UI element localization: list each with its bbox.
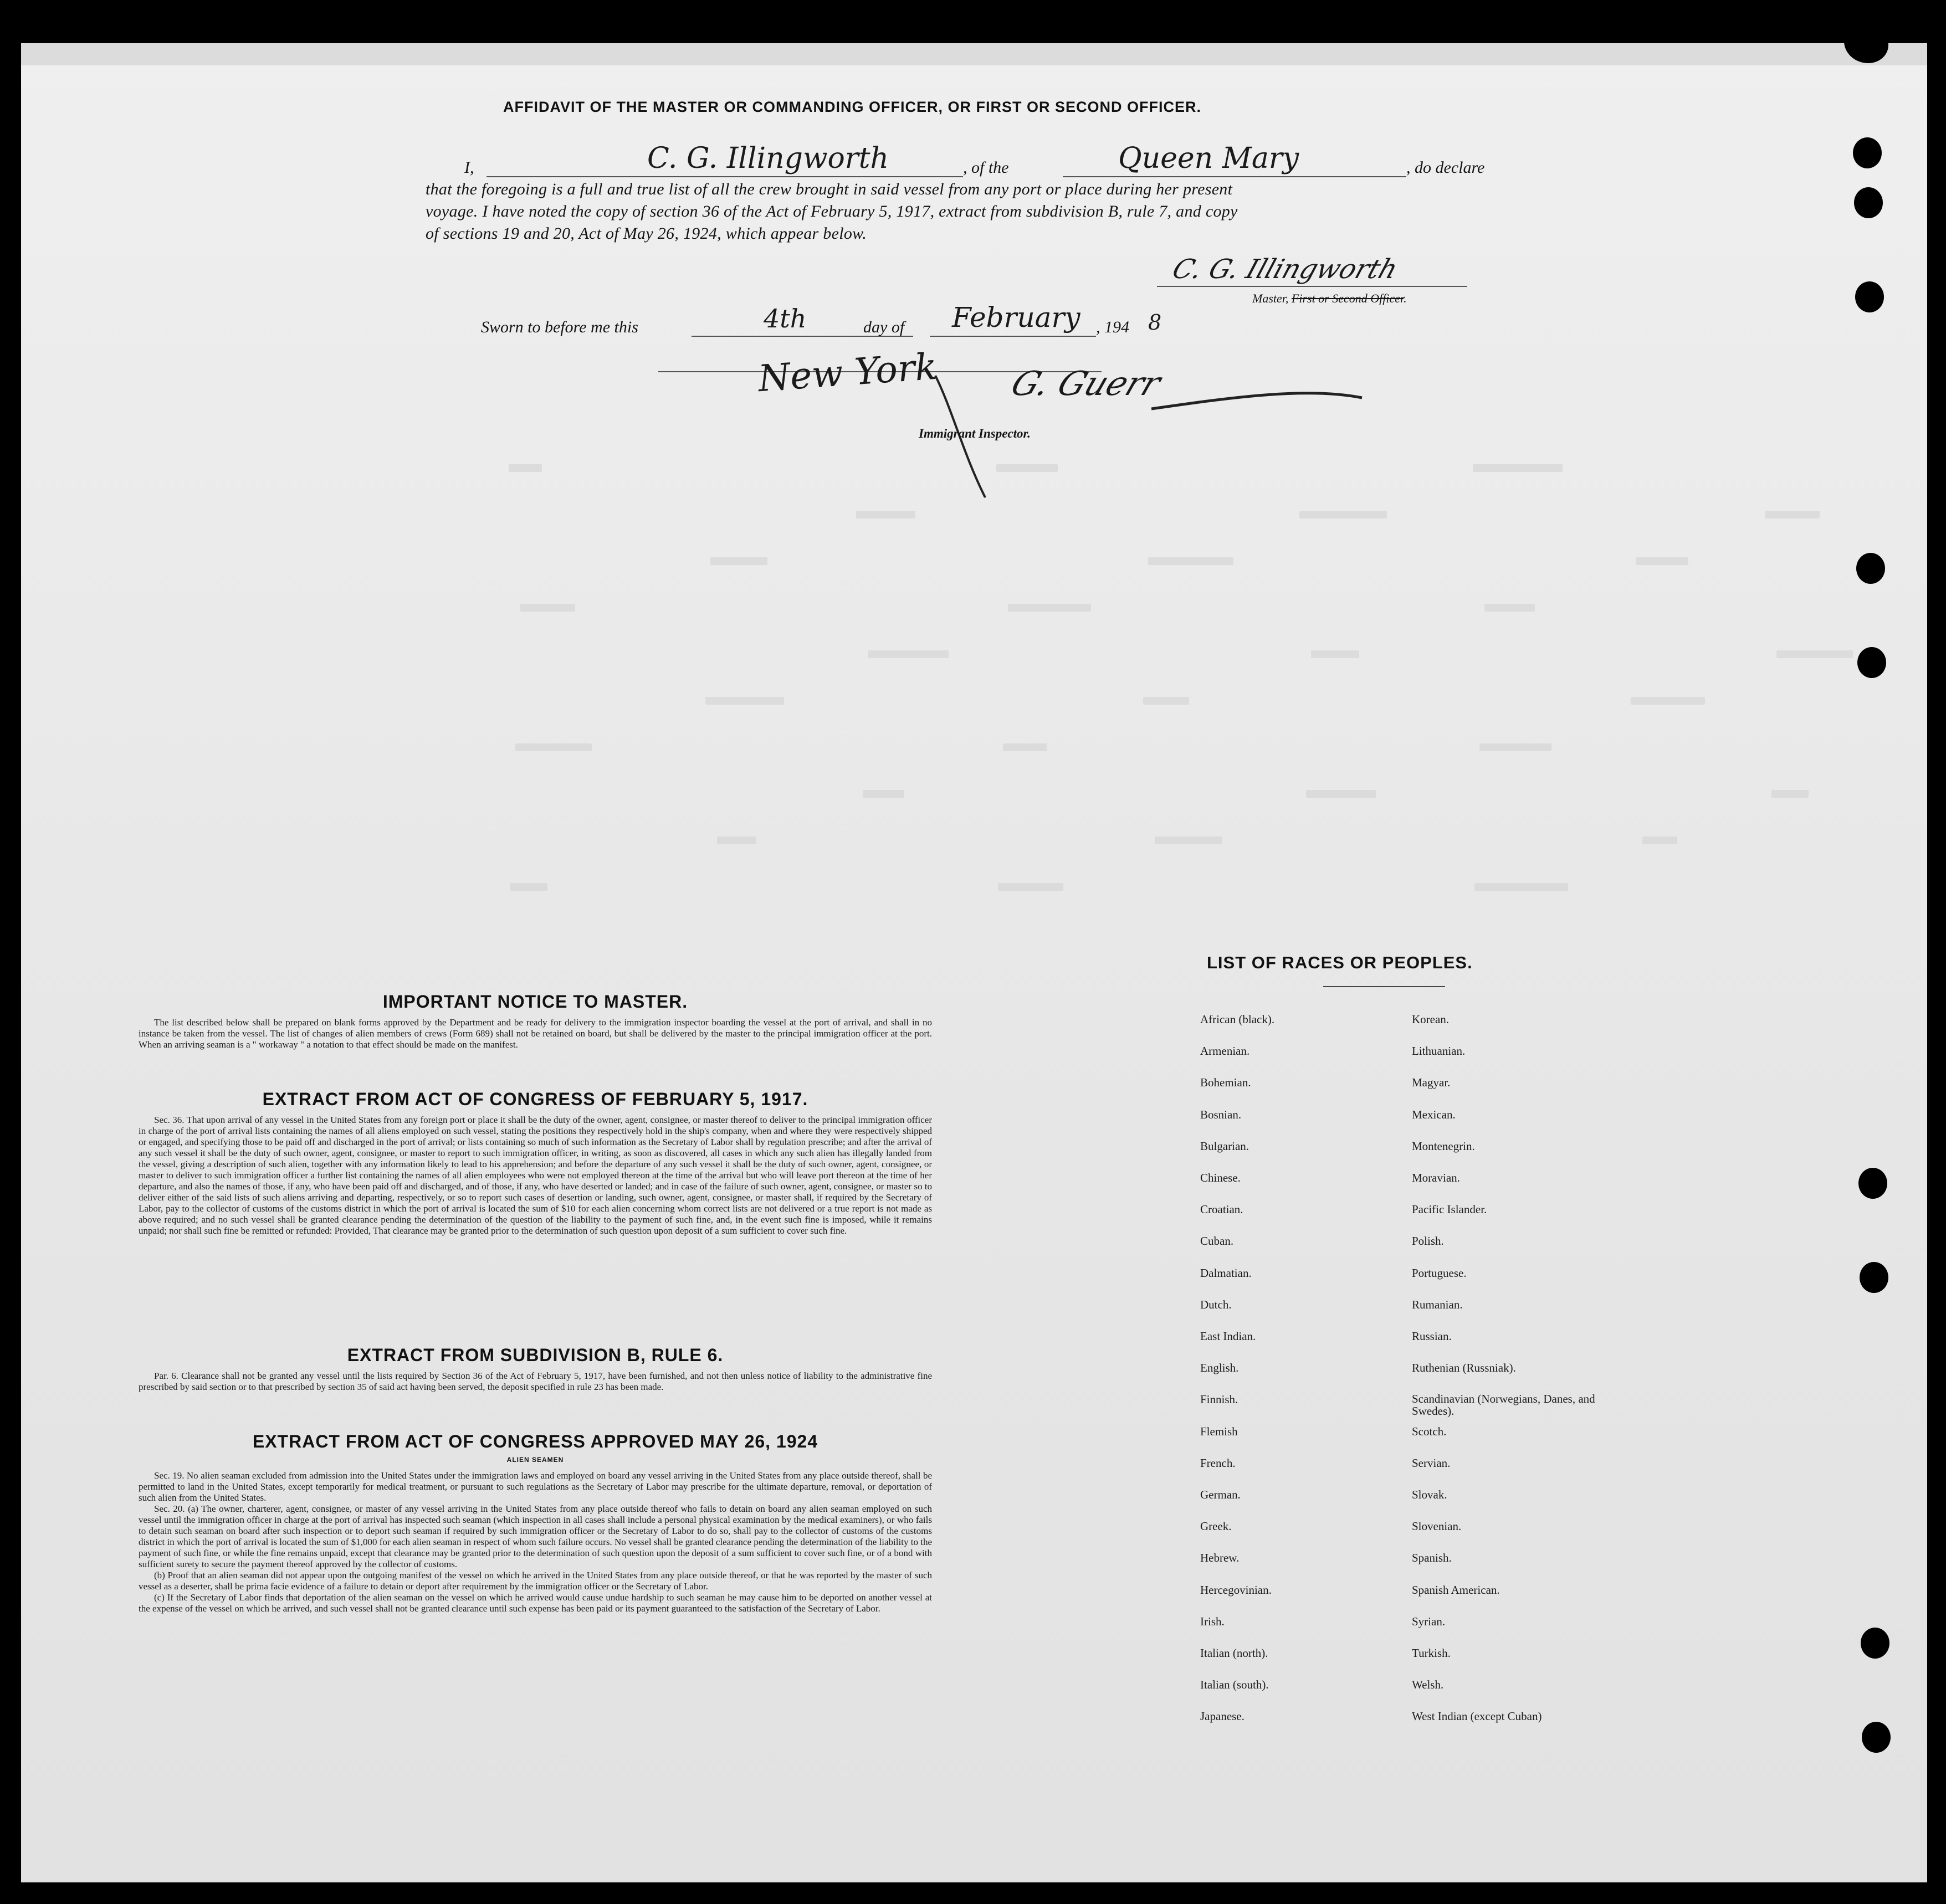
race-item-right: Turkish. — [1412, 1646, 1451, 1660]
section-19-paragraph: Sec. 19. No alien seaman excluded from admission into the United States under the immigration laws and employed on board any vessel arriving in the United States from any place outside thereof, shall be permitted to land in the United States, except temporarily for medical treatment, or pursuant to such regulations as the Secretary of Labor may prescribe for the ultimate departure, removal, or deportation of such alien from the United States. — [139, 1470, 932, 1503]
race-item-right: Rumanian. — [1412, 1297, 1463, 1311]
race-item-right: Korean. — [1412, 1013, 1450, 1026]
punch-hole-icon — [1860, 1262, 1888, 1293]
punch-hole-icon — [1857, 647, 1886, 678]
year-prefix: , 194 — [1096, 318, 1129, 336]
race-item-right: Welsh. — [1412, 1678, 1444, 1692]
race-item-left: Flemish — [1200, 1424, 1238, 1438]
punch-hole-icon — [1856, 553, 1885, 584]
race-item-left: French. — [1200, 1456, 1236, 1470]
master-name-line — [486, 176, 963, 177]
race-item-right: Montenegrin. — [1412, 1139, 1475, 1153]
notice-paragraph: The list described below shall be prepared on blank forms approved by the Department and be ready for delivery to the immigration inspector boarding the vessel at the port of arrival, and shall in no instance be taken from the vessel. The list of changes of alien members of crews (Form 689) shall not be retained on board, but shall be delivered by the master to the principal immigration officer at the port. When an arriving seaman is a " workaway " a notation to that effect should be made on the manifest. — [139, 1017, 932, 1050]
race-item-right: Magyar. — [1412, 1076, 1451, 1090]
affidavit-title: AFFIDAVIT OF THE MASTER OR COMMANDING OFFICER, OR FIRST OR SECOND OFFICER. — [503, 99, 1201, 115]
race-item-right: Russian. — [1412, 1330, 1452, 1343]
race-item-left: Greek. — [1200, 1520, 1232, 1533]
extract-1917-title: EXTRACT FROM ACT OF CONGRESS OF FEBRUARY 5, 1917. — [262, 1089, 808, 1109]
race-item-left: Chinese. — [1200, 1171, 1241, 1184]
race-item-left: English. — [1200, 1361, 1239, 1375]
punch-hole-icon — [1855, 281, 1884, 312]
statement-line-1: that the foregoing is a full and true list of all the crew brought in said vessel from any port or place during her present — [426, 180, 1233, 198]
race-item-left: Bulgarian. — [1200, 1139, 1249, 1153]
inspector-label: Immigrant Inspector. — [919, 427, 1031, 440]
race-item-left: Dutch. — [1200, 1297, 1232, 1311]
race-item-left: Cuban. — [1200, 1234, 1234, 1248]
sworn-day: 4th — [764, 304, 807, 333]
punch-hole-icon — [1862, 1722, 1891, 1753]
place: New York — [756, 345, 939, 401]
extract-1924-body — [139, 1470, 932, 1614]
race-item-right: Slovenian. — [1412, 1520, 1462, 1533]
notice-title: IMPORTANT NOTICE TO MASTER. — [382, 992, 688, 1012]
punch-hole-icon — [1858, 1168, 1887, 1199]
punch-hole-icon — [1861, 1628, 1889, 1659]
do-declare-label: , do declare — [1406, 158, 1485, 177]
race-item-left: East Indian. — [1200, 1330, 1256, 1343]
race-item-right: Moravian. — [1412, 1171, 1460, 1184]
inspector-signature: G. Guerr — [1006, 365, 1166, 403]
signature-role — [1252, 291, 1407, 306]
race-item-right: Slovak. — [1412, 1488, 1447, 1501]
race-item-right: Mexican. — [1412, 1107, 1456, 1121]
extract-1924-subtitle: ALIEN SEAMEN — [506, 1456, 564, 1464]
race-item-left: Finnish. — [1200, 1393, 1238, 1407]
race-item-left: German. — [1200, 1488, 1241, 1501]
race-item-right: Syrian. — [1412, 1614, 1446, 1628]
day-of-label: day of — [863, 318, 905, 336]
paragraph-6: Par. 6. Clearance shall not be granted any vessel until the lists required by Section 36 of the Act of February 5, 1917, have been furnished, and not then unless notice of liability to the administrative fine prescribed by said section or to that prescribed by section 35 of said act having been served, the deposit specified in rule 23 has been made. — [139, 1371, 932, 1392]
race-item-left: Italian (south). — [1200, 1678, 1269, 1692]
document-sheet — [21, 43, 1927, 1882]
sworn-text: Sworn to before me this — [481, 318, 638, 336]
punch-hole-icon — [1854, 187, 1883, 218]
race-item-left: Bohemian. — [1200, 1076, 1251, 1090]
vessel-name-line — [1063, 176, 1406, 177]
affidavit-intro: I, — [464, 158, 474, 177]
race-item-left: Dalmatian. — [1200, 1266, 1252, 1280]
race-item-right: Servian. — [1412, 1456, 1451, 1470]
race-item-left: Croatian. — [1200, 1203, 1243, 1217]
section-36-paragraph: Sec. 36. That upon arrival of any vessel in the United States from any foreign port or place it shall be the duty of the owner, agent, consignee, or master thereof to deliver to the principal immigration officer in charge of the port of arrival lists containing the names of all aliens employed on such vessel, stating the positions they respectively hold in the ship's company, when and where they were respectively shipped or engaged, and specifying those to be paid off and discharged in the port of arrival; or lists containing so much of such information as the Secretary of Labor shall by regulation prescribe; and after the arrival of any such vessel it shall be the duty of such owner, agent, consignee, or master to report to such immigration officer, in writing, as soon as discovered, all cases in which any such alien has illegally landed from the vessel, giving a description of such alien, together with any information likely to lead to his apprehension; and before the departure of any such vessel it shall be the duty of such owner, agent, consignee, or master to deliver to such immigration officer a further list containing the names of all alien employees who were not employed thereon at the time of the arrival but who will leave port thereon at the time of her departure, and also the names of those, if any, who have been paid off and discharged, and of those, if any, who have deserted or landed; and in case of the failure of such owner, agent, consignee, or master so to deliver either of the said lists of such aliens arriving and departing, respectively, or so to report such cases of desertion or landing, such owner, agent, consignee, or master shall, if required by the Secretary of Labor, pay to the collector of customs of the customs district in which the port of arrival is located the sum of $10 for each alien concerning whom correct lists are not delivered or a true report is not made as above required; and no such vessel shall be granted clearance pending the determination of the question of the liability to the payment of such fine, and, in the event such fine is imposed, while it remains unpaid; nor shall such fine be remitted or refunded: Provided, That clearance may be granted prior to the determination of such question upon deposit of a sum sufficient to cover such fine. — [139, 1115, 932, 1236]
role-master: Master, — [1252, 291, 1289, 305]
race-item-right: Spanish American. — [1412, 1583, 1500, 1597]
vessel-name: Queen Mary — [1118, 142, 1299, 175]
race-item-left: Japanese. — [1200, 1710, 1245, 1723]
section-20b-paragraph: (b) Proof that an alien seaman did not appear upon the outgoing manifest of the vessel on which he arrived in the United States from any place outside thereof, or that he was reported by the master of such vessel as a deserter, shall be prima facie evidence of a failure to detain or deport after requirement by the immigration officer or the Secretary of Labor. — [139, 1570, 932, 1592]
top-edge-strip — [21, 43, 1927, 65]
master-name: C. G. Illingworth — [647, 142, 889, 175]
signature-line — [1157, 286, 1467, 287]
section-20c-paragraph: (c) If the Secretary of Labor finds that deportation of the alien seaman on the vessel on which he arrived would cause undue hardship to such seaman he may cause him to be deported on another vessel at the expense of the vessel on which he arrived, and such vessel shall not be granted clearance until such expense has been paid or its payment guaranteed to the satisfaction of the Secretary of Labor. — [139, 1592, 932, 1614]
race-item-right: Scotch. — [1412, 1424, 1447, 1438]
extract-1917-body — [139, 1115, 932, 1236]
statement-line-3: of sections 19 and 20, Act of May 26, 1924, which appear below. — [426, 224, 867, 243]
race-item-left: African (black). — [1200, 1013, 1275, 1026]
race-item-right: Ruthenian (Russniak). — [1412, 1361, 1516, 1375]
races-title-rule — [1323, 986, 1445, 987]
race-item-left: Armenian. — [1200, 1044, 1250, 1058]
sworn-month-line — [930, 336, 1096, 337]
notice-body — [139, 1017, 932, 1050]
extract-rule6-title: EXTRACT FROM SUBDIVISION B, RULE 6. — [347, 1345, 724, 1365]
extract-rule6-body — [139, 1371, 932, 1393]
section-20a-paragraph: Sec. 20. (a) The owner, charterer, agent, consignee, or master of any vessel arriving in the United States from any place outside thereof who fails to detain on board any alien seaman employed on such vessel until the immigration officer in charge at the port of arrival has inspected such seaman (which inspection in all cases shall include a personal physical examination by the medical examiners), or who fails to detain such seaman on board after such inspection or to deport such seaman if required by such immigration officer or the Secretary of Labor to do so, shall pay to the collector of customs of the customs district in which the port of arrival is located the sum of $1,000 for each alien seaman in respect of whom such failure occurs. No vessel shall be granted clearance pending the determination of the liability to the payment of such fine, or while the fine remains unpaid, except that clearance may be granted prior to the determination of such question upon the deposit of a sum sufficient to cover such fine, or of a bond with sufficient surety to secure the payment thereof approved by the collector of customs. — [139, 1503, 932, 1569]
extract-1924-title: EXTRACT FROM ACT OF CONGRESS APPROVED MAY 26, 1924 — [252, 1431, 818, 1451]
race-item-right: West Indian (except Cuban) — [1412, 1710, 1542, 1723]
sworn-month: February — [952, 301, 1080, 333]
race-item-right: Pacific Islander. — [1412, 1203, 1487, 1217]
race-item-right: Portuguese. — [1412, 1266, 1467, 1280]
race-item-right: Polish. — [1412, 1234, 1444, 1248]
races-title: LIST OF RACES OR PEOPLES. — [1207, 953, 1473, 972]
statement-line-2: voyage. I have noted the copy of section 36 of the Act of February 5, 1917, extract from subdivision B, rule 7, and copy — [426, 202, 1238, 220]
race-item-left: Hercegovinian. — [1200, 1583, 1272, 1597]
race-item-right: Scandinavian (Norwegians, Danes, and Swedes). — [1412, 1392, 1595, 1418]
master-signature: C. G. Illingworth — [1168, 254, 1402, 285]
role-end: . — [1404, 291, 1407, 305]
race-item-left: Italian (north). — [1200, 1646, 1268, 1660]
punch-hole-icon — [1853, 137, 1882, 168]
race-item-right: Lithuanian. — [1412, 1044, 1466, 1058]
race-item-left: Bosnian. — [1200, 1107, 1242, 1121]
race-item-left: Hebrew. — [1200, 1551, 1240, 1565]
race-item-right: Spanish. — [1412, 1551, 1452, 1565]
year-digit: 8 — [1148, 310, 1162, 335]
of-the-label: , of the — [963, 158, 1009, 177]
race-item-left: Irish. — [1200, 1614, 1225, 1628]
role-struck-officer: First or Second Officer — [1291, 291, 1404, 305]
